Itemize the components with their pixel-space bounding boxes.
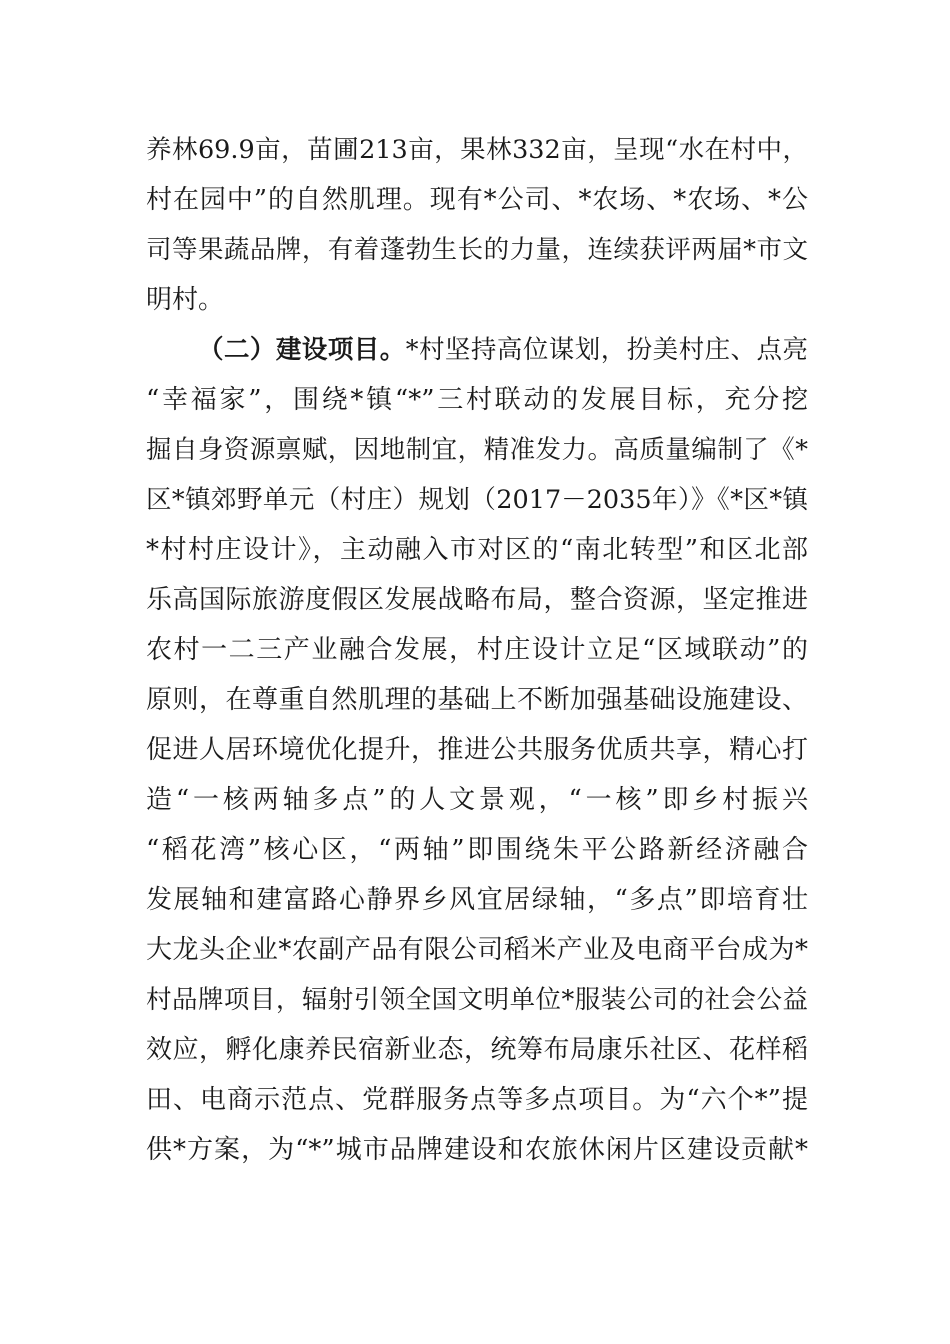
text-line: 效应，孵化康养民宿新业态，统筹布局康乐社区、花样稻 [146,1035,808,1065]
text-line: 掘自身资源禀赋，因地制宜，精准发力。高质量编制了《* [146,435,808,465]
paragraph-first-line [198,330,808,370]
text-line: 供*方案，为“*”城市品牌建设和农旅休闲片区建设贡献* [146,1135,808,1165]
text-line: 明村。 [146,285,225,315]
text-line: “稻花湾”核心区，“两轴”即围绕朱平公路新经济融合 [146,835,808,865]
text-line: 原则，在尊重自然肌理的基础上不断加强基础设施建设、 [146,685,808,715]
text-line: “幸福家”，围绕*镇“*”三村联动的发展目标，充分挖 [146,385,808,415]
text-line: 司等果蔬品牌，有着蓬勃生长的力量，连续获评两届*市文 [146,235,808,265]
text-line: 田、电商示范点、党群服务点等多点项目。为“六个*”提 [146,1085,808,1115]
text-line: 造“一核两轴多点”的人文景观，“一核”即乡村振兴 [146,785,808,815]
text-line: 村品牌项目，辐射引领全国文明单位*服装公司的社会公益 [146,985,808,1015]
text-line: 农村一二三产业融合发展，村庄设计立足“区域联动”的 [146,635,808,665]
text-line: *村村庄设计》，主动融入市对区的“南北转型”和区北部 [146,535,808,565]
text-span: *村坚持高位谋划，扮美村庄、点亮 [405,335,808,365]
text-line: 大龙头企业*农副产品有限公司稻米产业及电商平台成为* [146,935,808,965]
text-line: 乐高国际旅游度假区发展战略布局，整合资源，坚定推进 [146,585,808,615]
text-line: 发展轴和建富路心静界乡风宜居绿轴，“多点”即培育壮 [146,885,808,915]
text-line: 村在园中”的自然肌理。现有*公司、*农场、*农场、*公 [146,185,808,215]
text-line: 促进人居环境优化提升，推进公共服务优质共享，精心打 [146,735,808,765]
section-heading: （二）建设项目。 [198,335,406,365]
text-line: 养林69.9亩，苗圃213亩，果林332亩，呈现“水在村中， [146,135,808,165]
text-line: 区*镇郊野单元（村庄）规划（2017－2035年）》《*区*镇 [146,485,808,515]
